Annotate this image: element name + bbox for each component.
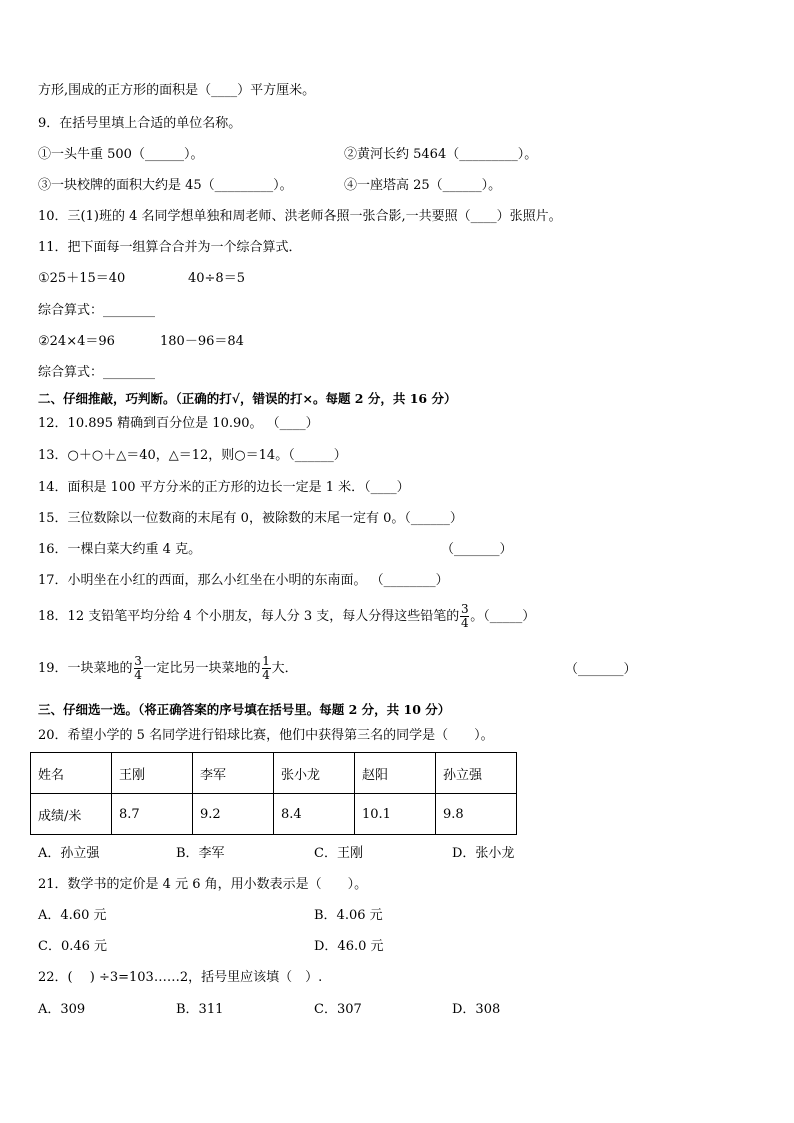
question-12: 12．10.895 精确到百分位是 10.90。 （____）	[38, 416, 319, 431]
section-3-heading: 三、仔细选一选。（将正确答案的序号填在括号里。每题 2 分，共 10 分）	[38, 702, 451, 717]
question-19-text-a: 19．一块菜地的	[38, 661, 133, 676]
question-20-option-d: D．张小龙	[452, 846, 515, 861]
question-19	[38, 652, 298, 686]
question-19-text-b: 一定比另一块菜地的	[143, 661, 261, 676]
table-cell: 孙立强	[436, 753, 517, 794]
text-line: 方形,围成的正方形的面积是（____）平方厘米。	[38, 83, 316, 98]
table-cell: 赵阳	[355, 753, 436, 794]
table-cell: 8.7	[112, 794, 193, 835]
question-9: 9．在括号里填上合适的单位名称。	[38, 116, 242, 131]
question-11-group-1-a: ①25＋15＝40	[38, 271, 126, 286]
fraction-one-quarter: $\frac{1}{4}$	[262, 654, 270, 682]
table-row	[31, 794, 517, 835]
table-cell: 9.8	[436, 794, 517, 835]
question-22-option-d: D．308	[452, 1002, 501, 1017]
question-21: 21．数学书的定价是 4 元 6 角，用小数表示是（ ）。	[38, 877, 368, 892]
question-9-part-3: ③一块校牌的面积大约是 45（_________）。	[38, 178, 293, 193]
section-2-heading: 二、仔细推敲，巧判断。（正确的打√，错误的打×。每题 2 分，共 16 分）	[38, 391, 457, 406]
question-21-option-d: D．46.0 元	[314, 939, 384, 954]
question-21-option-b: B．4.06 元	[314, 908, 383, 923]
question-18-blank: 。（_____）	[470, 609, 536, 624]
question-20: 20．希望小学的 5 名同学进行铅球比赛，他们中获得第三名的同学是（ ）。	[38, 728, 494, 743]
question-11-group-2-b: 180－96＝84	[160, 334, 244, 349]
table-cell: 10.1	[355, 794, 436, 835]
question-20-option-a: A．孙立强	[38, 846, 100, 861]
question-20-option-b: B．李军	[176, 846, 225, 861]
question-11-answer-2: 综合算式：________	[38, 365, 156, 380]
question-11: 11．把下面每一组算合合并为一个综合算式．	[38, 240, 302, 255]
fraction-three-quarters: $\frac{3}{4}$	[460, 602, 469, 630]
question-10: 10．三(1)班的 4 名同学想单独和周老师、洪老师各照一张合影,一共要照（____）张照片。	[38, 209, 562, 224]
question-15: 15．三位数除以一位数商的末尾有 0，被除数的末尾一定有 0。（______）	[38, 511, 463, 526]
score-table	[30, 752, 517, 835]
table-cell: 姓名	[31, 753, 112, 794]
question-19-text-c: 大．	[271, 661, 298, 676]
question-21-option-c: C．0.46 元	[38, 939, 108, 954]
question-21-option-a: A．4.60 元	[38, 908, 107, 923]
question-19-blank: （_______）	[565, 662, 637, 677]
question-17: 17．小明坐在小红的西面，那么小红坐在小明的东南面。 （________）	[38, 573, 449, 588]
question-18-text: 18．12 支铅笔平均分给 4 个小朋友，每人分 3 支，每人分得这些铅笔的	[38, 609, 460, 624]
question-9-part-1: ①一头牛重 500（______）。	[38, 147, 204, 162]
fraction-three-quarters: $\frac{3}{4}$	[134, 654, 142, 682]
table-header-row	[31, 753, 517, 794]
table-cell: 9.2	[193, 794, 274, 835]
table-cell: 成绩/米	[31, 794, 112, 835]
question-22-option-c: C．307	[314, 1002, 362, 1017]
question-14: 14．面积是 100 平方分米的正方形的边长一定是 1 米．（____）	[38, 480, 410, 495]
question-11-group-2-a: ②24×4＝96	[38, 334, 115, 349]
question-16: 16．一棵白菜大约重 4 克。	[38, 542, 202, 557]
question-22-option-a: A．309	[38, 1002, 86, 1017]
question-9-part-2: ②黄河长约 5464（_________）。	[344, 147, 538, 162]
table-cell: 李军	[193, 753, 274, 794]
question-11-answer-1: 综合算式：________	[38, 303, 156, 318]
question-22: 22．( ) ÷3=103……2，括号里应该填（ ）.	[38, 970, 323, 985]
question-18	[38, 602, 535, 632]
question-16-blank: （_______）	[441, 542, 513, 557]
question-11-group-1-b: 40÷8＝5	[188, 271, 245, 286]
question-13: 13．○＋○＋△＝40，△＝12，则○＝14。（______）	[38, 448, 347, 463]
table-cell: 张小龙	[274, 753, 355, 794]
table-cell: 8.4	[274, 794, 355, 835]
question-22-option-b: B．311	[176, 1002, 224, 1017]
question-20-option-c: C．王刚	[314, 846, 363, 861]
table-cell: 王刚	[112, 753, 193, 794]
question-9-part-4: ④一座塔高 25（______）。	[344, 178, 502, 193]
